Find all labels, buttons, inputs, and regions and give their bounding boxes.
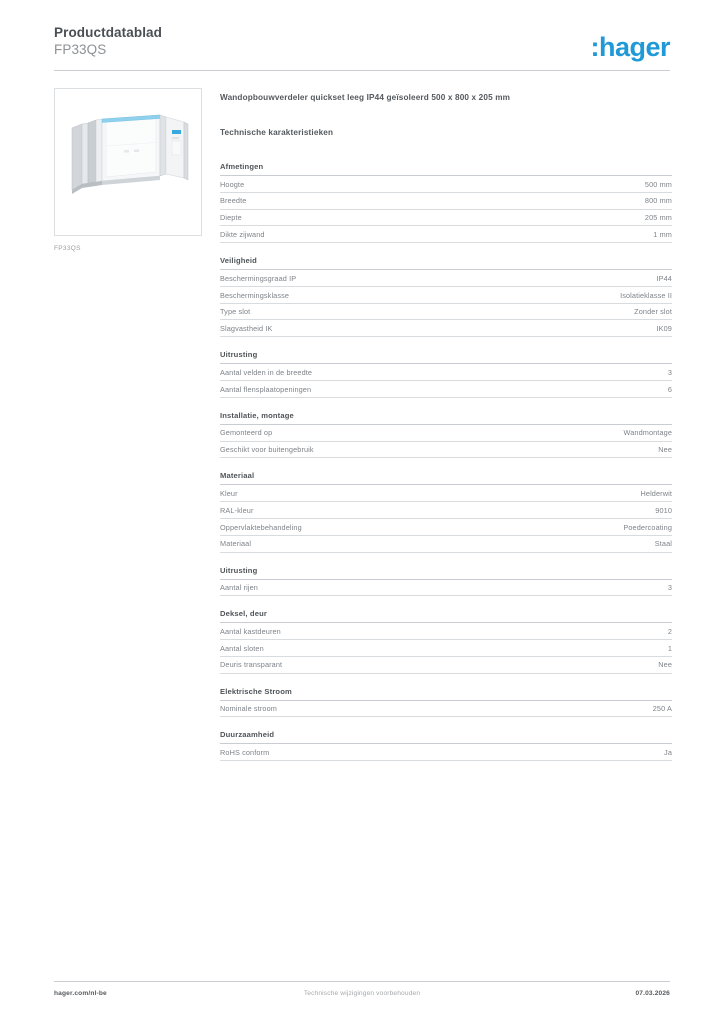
spec-value: Nee — [658, 660, 672, 670]
spec-row — [220, 193, 672, 210]
spec-value: Isolatieklasse II — [620, 290, 672, 300]
spec-section-title: Uitrusting — [220, 350, 672, 364]
spec-label: Deuris transparant — [220, 660, 283, 670]
spec-label: Beschermingsgraad IP — [220, 273, 297, 283]
spec-label: Slagvastheid IK — [220, 324, 273, 334]
spec-section — [220, 256, 672, 337]
spec-row — [220, 210, 672, 227]
spec-value: 1 mm — [653, 229, 672, 239]
spec-section-title: Afmetingen — [220, 162, 672, 176]
spec-row — [220, 304, 672, 321]
spec-section-title: Materiaal — [220, 471, 672, 485]
spec-value: Zonder slot — [634, 307, 672, 317]
spec-value: 3 — [667, 583, 672, 593]
spec-row — [220, 640, 672, 657]
spec-label: Aantal rijen — [220, 583, 258, 593]
spec-section — [220, 350, 672, 398]
spec-section — [220, 687, 672, 718]
hager-logo: :hager — [590, 32, 670, 62]
spec-label: Diepte — [220, 213, 242, 223]
spec-label: Aantal kastdeuren — [220, 626, 281, 636]
spec-value: Staal — [654, 539, 672, 549]
spec-row — [220, 519, 672, 536]
spec-value: 1 — [667, 643, 672, 653]
spec-label: Breedte — [220, 196, 247, 206]
spec-row — [220, 485, 672, 502]
spec-label: Dikte zijwand — [220, 229, 265, 239]
spec-section-title: Installatie, montage — [220, 411, 672, 425]
spec-label: RoHS conform — [220, 748, 270, 757]
technical-characteristics-heading: Technische karakteristieken — [220, 128, 334, 137]
spec-label: RAL-kleur — [220, 505, 254, 515]
spec-label: Geschikt voor buitengebruik — [220, 445, 314, 455]
spec-label: Hoogte — [220, 179, 245, 189]
spec-row — [220, 270, 672, 287]
product-image-caption: FP33QS — [54, 245, 81, 252]
footer-disclaimer: Technische wijzigingen voorbehouden — [303, 990, 421, 997]
spec-value: Helderwit — [640, 488, 672, 498]
spec-section-title: Duurzaamheid — [220, 730, 672, 744]
spec-value: 6 — [667, 384, 672, 394]
spec-section — [220, 609, 672, 673]
spec-label: Aantal flensplaatopeningen — [220, 384, 312, 394]
spec-row — [220, 580, 672, 597]
spec-value: 205 mm — [644, 213, 672, 223]
spec-label: Beschermingsklasse — [220, 290, 290, 300]
spec-row — [220, 623, 672, 640]
spec-value: Poedercoating — [623, 522, 672, 532]
spec-row — [220, 701, 672, 718]
spec-label: Aantal sloten — [220, 643, 264, 653]
wall-enclosure-icon — [62, 106, 194, 218]
spec-section-title: Elektrische Stroom — [220, 687, 672, 701]
product-reference-subtitle: FP33QS — [54, 42, 107, 57]
spec-section-title: Uitrusting — [220, 566, 672, 580]
spec-row — [220, 536, 672, 553]
spec-row — [220, 425, 672, 442]
spec-value: 800 mm — [644, 196, 672, 206]
spec-row — [220, 442, 672, 459]
spec-label: Aantal velden in de breedte — [220, 367, 313, 377]
spec-value: 2 — [667, 626, 672, 636]
spec-row — [220, 364, 672, 381]
specifications-panel — [220, 92, 672, 774]
page-footer — [54, 990, 670, 1004]
page-title: Productdatablad — [54, 25, 163, 40]
header-titles — [54, 24, 162, 58]
spec-row — [220, 226, 672, 243]
header-divider — [54, 70, 670, 71]
spec-label: Gemonteerd op — [220, 428, 273, 438]
spec-label: Materiaal — [220, 539, 252, 549]
product-image-frame — [54, 88, 202, 236]
page-header — [54, 24, 670, 72]
spec-value: 250 A — [652, 704, 672, 714]
spec-section — [220, 411, 672, 459]
spec-section-title: Veiligheid — [220, 256, 672, 270]
spec-label: Type slot — [220, 307, 251, 317]
spec-value: Wandmontage — [623, 428, 672, 438]
spec-value: 9010 — [655, 505, 672, 515]
spec-row — [220, 176, 672, 193]
spec-row — [220, 502, 672, 519]
spec-section — [220, 730, 672, 761]
spec-row — [220, 381, 672, 398]
spec-section-title: Deksel, deur — [220, 609, 672, 623]
spec-row — [220, 657, 672, 674]
spec-section — [220, 566, 672, 597]
specification-sections — [220, 162, 672, 761]
footer-website-link[interactable]: hager.com/nl-be — [54, 990, 107, 997]
spec-row — [220, 744, 672, 761]
spec-row — [220, 320, 672, 337]
footer-date: 07.03.2026 — [635, 990, 670, 997]
spec-value: 500 mm — [644, 179, 672, 189]
spec-value: IP44 — [656, 273, 672, 283]
spec-value: 3 — [667, 367, 672, 377]
spec-row — [220, 287, 672, 304]
spec-value: Ja — [664, 748, 672, 757]
spec-label: Nominale stroom — [220, 704, 277, 714]
footer-divider — [54, 981, 670, 982]
product-name: Wandopbouwverdeler quickset leeg IP44 geïsoleerd 500 x 800 x 205 mm — [220, 93, 511, 102]
spec-value: Nee — [658, 445, 672, 455]
spec-label: Oppervlaktebehandeling — [220, 522, 302, 532]
spec-value: IK09 — [656, 324, 672, 334]
spec-label: Kleur — [220, 488, 238, 498]
spec-section — [220, 471, 672, 552]
spec-section — [220, 162, 672, 243]
product-figure — [54, 88, 202, 252]
